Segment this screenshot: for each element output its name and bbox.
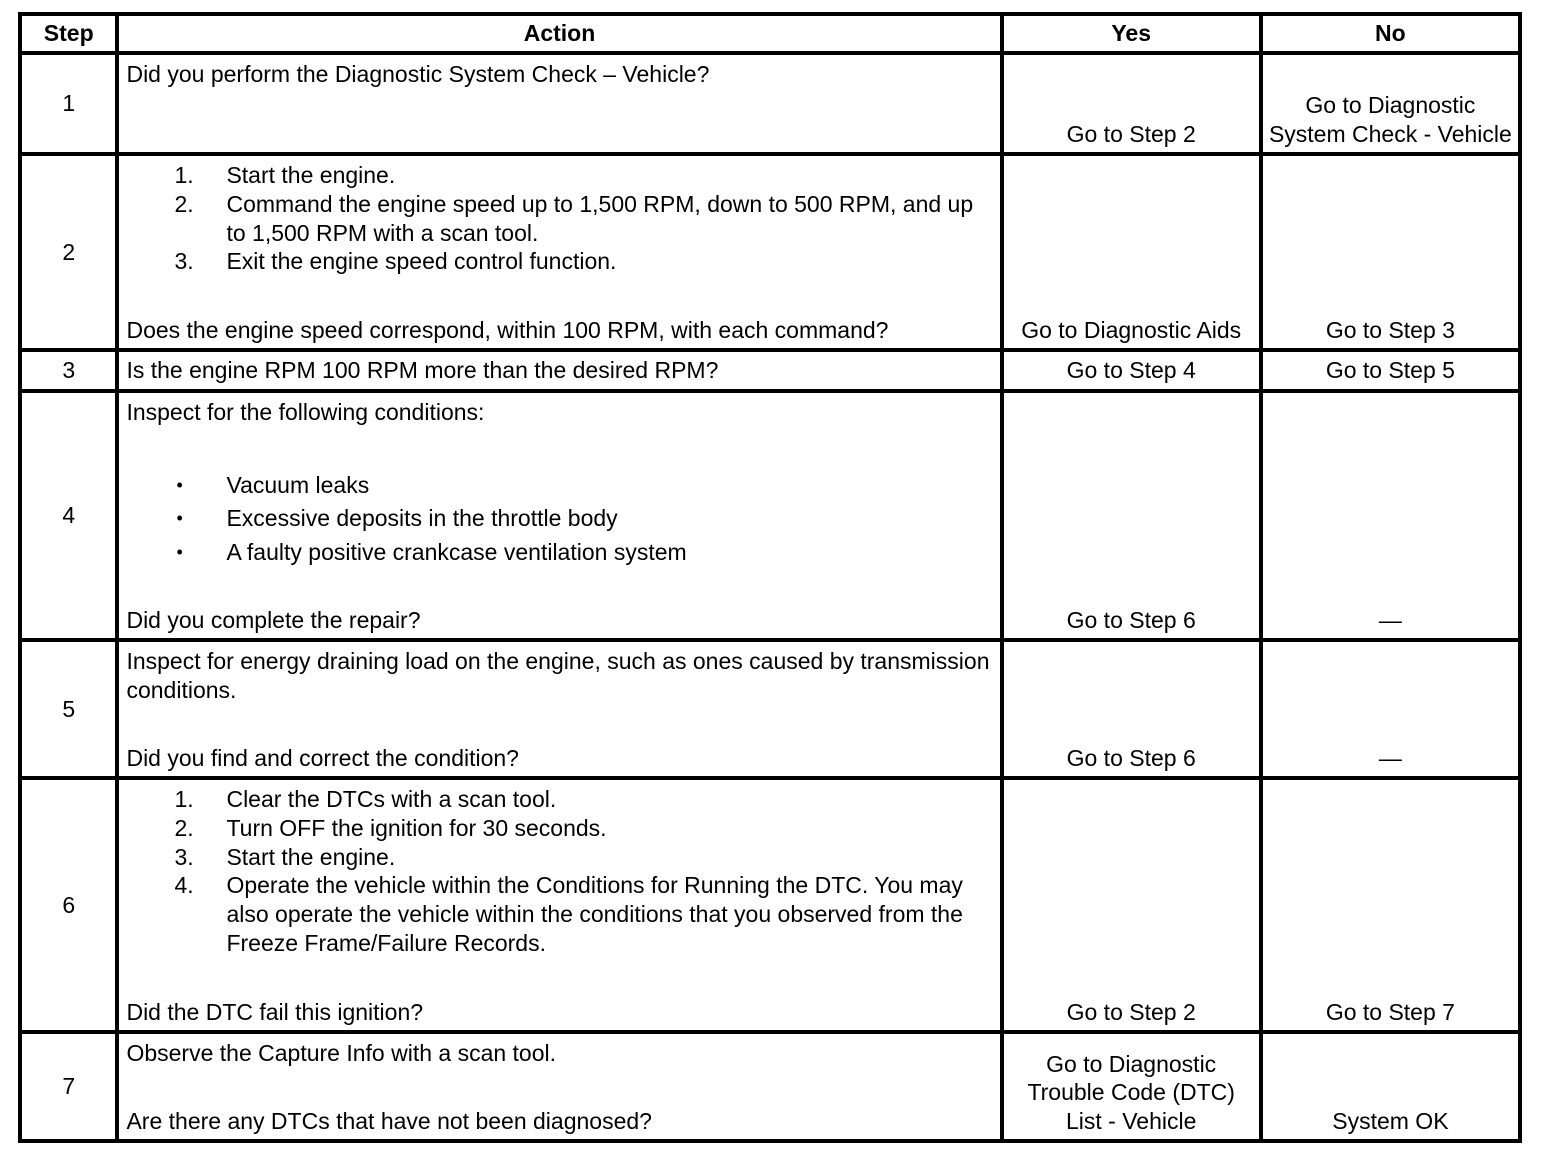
bullet-icon: •: [176, 474, 183, 495]
no-link[interactable]: Go to Step 3: [1261, 154, 1520, 350]
action-question: Did you perform the Diagnostic System Check – Vehicle?: [126, 61, 710, 87]
list-item: [126, 190, 993, 248]
list-text: Exit the engine speed control function.: [226, 248, 617, 275]
action-intro: Inspect for the following conditions:: [126, 399, 485, 425]
action-question: Are there any DTCs that have not been diagnosed?: [126, 1108, 652, 1135]
list-number: 3.: [174, 248, 194, 275]
list-item: [126, 843, 993, 872]
list-item: [126, 785, 993, 814]
action-cell: [117, 391, 1001, 640]
no-dash: —: [1261, 391, 1520, 640]
list-item: [126, 814, 993, 843]
yes-link[interactable]: Go to Step 4: [1002, 350, 1261, 391]
table-row: [20, 350, 1520, 391]
header-yes: Yes: [1002, 14, 1261, 53]
table-row: [20, 53, 1520, 154]
list-text: Vacuum leaks: [226, 471, 370, 498]
list-text: Start the engine.: [226, 162, 396, 188]
yes-link[interactable]: Go to Step 2: [1002, 778, 1261, 1032]
list-item: [126, 247, 993, 276]
action-cell: [117, 53, 1001, 154]
action-question: Is the engine RPM 100 RPM more than the desired RPM?: [126, 356, 719, 383]
yes-link[interactable]: Go to Diagnostic Aids: [1002, 154, 1261, 350]
list-text: Turn OFF the ignition for 30 seconds.: [226, 814, 607, 841]
list-item: [126, 502, 993, 536]
list-item: [126, 469, 993, 503]
list-text: Excessive deposits in the throttle body: [226, 505, 618, 532]
list-text: Command the engine speed up to 1,500 RPM, down to 500 RPM, and up to 1,500 RPM with a scan tool.: [226, 190, 974, 246]
step-number: 6: [20, 778, 117, 1032]
list-number: 1.: [174, 786, 194, 812]
header-step: Step: [20, 14, 117, 53]
step-number: 2: [20, 154, 117, 350]
action-cell: [117, 640, 1001, 778]
table-row: [20, 391, 1520, 640]
list-number: 4.: [174, 872, 194, 899]
action-cell: [117, 1032, 1001, 1141]
action-question: Did the DTC fail this ignition?: [126, 999, 424, 1026]
no-link[interactable]: Go to Diagnostic System Check - Vehicle: [1261, 53, 1520, 154]
action-question: Did you complete the repair?: [126, 607, 421, 634]
list-text: Start the engine.: [226, 843, 396, 870]
list-text: Operate the vehicle within the Conditions for Running the DTC. You may also operate the vehicle within the conditions that you observed from the Freeze Frame/Failure Records.: [226, 872, 963, 956]
header-row: [20, 14, 1520, 53]
header-action: Action: [117, 14, 1001, 53]
no-link[interactable]: Go to Step 5: [1261, 350, 1520, 391]
list-text: Clear the DTCs with a scan tool.: [226, 786, 557, 812]
list-text: A faulty positive crankcase ventilation system: [226, 538, 687, 565]
diagnostic-table: [18, 12, 1522, 1143]
no-dash: —: [1261, 640, 1520, 778]
no-status: System OK: [1261, 1032, 1520, 1141]
action-cell: [117, 778, 1001, 1032]
action-intro: Observe the Capture Info with a scan tool.: [126, 1040, 557, 1066]
table-row: [20, 640, 1520, 778]
table-row: [20, 778, 1520, 1032]
list-number: 2.: [174, 814, 194, 841]
bullet-icon: •: [176, 508, 183, 529]
action-question: Did you find and correct the condition?: [126, 745, 519, 772]
table-row: [20, 154, 1520, 350]
yes-link[interactable]: Go to Step 6: [1002, 640, 1261, 778]
step-number: 1: [20, 53, 117, 154]
list-number: 1.: [174, 162, 194, 188]
step-number: 4: [20, 391, 117, 640]
action-question: Does the engine speed correspond, within 100 RPM, with each command?: [126, 317, 889, 344]
action-intro: Inspect for energy draining load on the engine, such as ones caused by transmission conditions.: [126, 648, 990, 703]
no-link[interactable]: Go to Step 7: [1261, 778, 1520, 1032]
list-number: 2.: [174, 190, 194, 217]
step-number: 3: [20, 350, 117, 391]
list-item: [126, 536, 993, 570]
bullet-icon: •: [176, 541, 183, 562]
header-no: No: [1261, 14, 1520, 53]
list-item: [126, 161, 993, 190]
step-number: 7: [20, 1032, 117, 1141]
action-cell: [117, 350, 1001, 391]
list-item: [126, 871, 993, 957]
yes-link[interactable]: Go to Step 6: [1002, 391, 1261, 640]
table-row: [20, 1032, 1520, 1141]
step-number: 5: [20, 640, 117, 778]
yes-link[interactable]: Go to Step 2: [1002, 53, 1261, 154]
list-number: 3.: [174, 843, 194, 870]
action-cell: [117, 154, 1001, 350]
yes-link[interactable]: Go to Diagnostic Trouble Code (DTC) List - Vehicle: [1002, 1032, 1261, 1141]
